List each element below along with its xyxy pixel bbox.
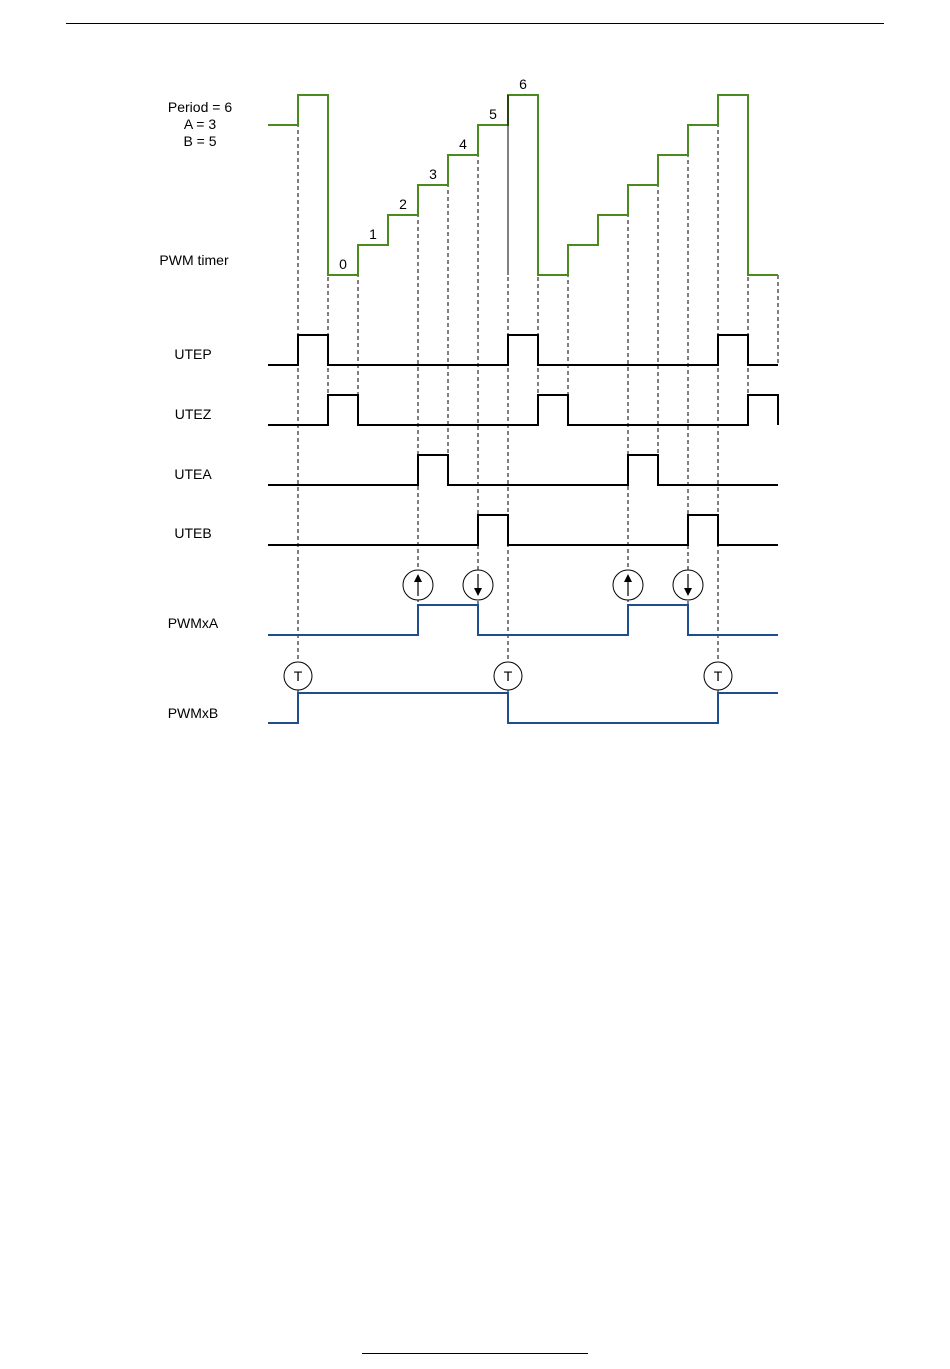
utez-waveform [268, 395, 778, 425]
period-label: Period = 6 [167, 99, 233, 115]
toggle-label: T [713, 668, 723, 684]
a-value-label: A = 3 [183, 116, 217, 132]
pwmxb-waveform [268, 693, 778, 723]
uteb-waveform [268, 515, 778, 545]
counter-label: 2 [399, 196, 407, 212]
toggle-label: T [503, 668, 513, 684]
toggle-action-1 [284, 662, 312, 690]
pwm-timer-label: PWM timer [159, 252, 229, 268]
pwmxa-label: PWMxA [167, 615, 219, 631]
b-value-label: B = 5 [183, 133, 217, 149]
utep-waveform [268, 335, 778, 365]
counter-label: 0 [339, 256, 347, 272]
set-low-action-b1 [463, 570, 493, 600]
pwm-timer-waveform [268, 95, 778, 275]
counter-label: 4 [459, 136, 467, 152]
utep-label: UTEP [174, 346, 212, 362]
toggle-action-2 [494, 662, 522, 690]
set-high-action-a1 [403, 570, 433, 600]
counter-label: 6 [519, 76, 527, 92]
utea-waveform [268, 455, 778, 485]
utea-label: UTEA [174, 466, 212, 482]
set-low-action-b2 [673, 570, 703, 600]
toggle-label: T [293, 668, 303, 684]
utez-label: UTEZ [174, 406, 212, 422]
counter-label: 5 [489, 106, 497, 122]
toggle-action-3 [704, 662, 732, 690]
counter-label: 3 [429, 166, 437, 182]
set-high-action-a2 [613, 570, 643, 600]
counter-label: 1 [369, 226, 377, 242]
pwmxb-label: PWMxB [167, 705, 219, 721]
uteb-label: UTEB [174, 525, 212, 541]
pwmxa-waveform [268, 605, 778, 635]
